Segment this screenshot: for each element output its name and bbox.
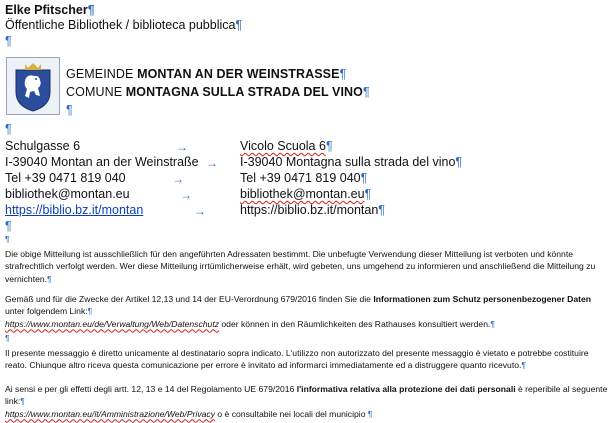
privacy-link-de[interactable]: https://www.montan.eu/de/Verwaltung/Web/Datenschutz (5, 318, 220, 329)
empty-paragraph: ¶ (5, 234, 10, 244)
address-it-phone: Tel +39 0471 819 040¶ (240, 171, 368, 185)
empty-paragraph: ¶ (5, 219, 12, 233)
empty-paragraph: ¶ (66, 103, 73, 117)
empty-paragraph: ¶ (5, 34, 12, 48)
tab-arrow-icon: → (206, 156, 218, 170)
disclaimer-de: Die obige Mitteilung ist ausschließlich für den angeführten Adressaten bestimmt. Die unbefugte Verwendung dieser Mitteilung ist verboten und könnte strafrechtlich verfolgt werden. Wer diese Mitteilung irrtümlicherweise erhält, wird gebeten, uns umgehend zu informieren und anschließend die Mitteilung zu vernichten.¶ (5, 249, 596, 284)
municipality-de: GEMEINDE MONTAN AN DER WEINSTRASSE¶ (66, 67, 347, 81)
empty-paragraph: ¶ (5, 122, 12, 136)
address-it-city: I-39040 Montagna sulla strada del vino¶ (240, 155, 463, 169)
tab-arrow-icon: → (180, 188, 192, 202)
tab-arrow-icon: → (176, 140, 188, 154)
address-it-email[interactable]: bibliothek@montan.eu¶ (240, 187, 372, 201)
sender-subtitle: Öffentliche Bibliothek / biblioteca pubblica¶ (5, 18, 243, 32)
privacy-link-it[interactable]: https://www.montan.eu/it/Amministrazione/Web/Privacy (5, 408, 215, 419)
address-de-web-link[interactable]: https://biblio.bz.it/montan (5, 203, 144, 217)
address-de-phone: Tel +39 0471 819 040 (5, 171, 126, 185)
tab-arrow-icon: → (172, 172, 184, 186)
empty-paragraph: ¶ (5, 333, 10, 343)
address-it-street: Vicolo Scuola 6¶ (240, 139, 333, 153)
privacy-notice-de: Gemäß und für die Zwecke der Artikel 12,13 und 14 der EU-Verordnung 679/2016 finden Sie die Informationen zum Schutz personenbezogener Daten unter folgendem Link:¶ https://www.montan.eu/de/Verwaltung/Web/Datenschutz oder können in den Räumlichkeiten des Rathauses konsultiert werden.¶ (5, 294, 592, 329)
address-it-web[interactable]: https://biblio.bz.it/montan¶ (240, 203, 385, 217)
municipality-it: COMUNE MONTAGNA SULLA STRADA DEL VINO¶ (66, 85, 370, 99)
address-de-street: Schulgasse 6 (5, 139, 81, 153)
address-de-city: I-39040 Montan an der Weinstraße (5, 155, 199, 169)
address-de-email[interactable]: bibliothek@montan.eu (5, 187, 130, 201)
sender-name: Elke Pfitscher¶ (5, 3, 95, 17)
tab-arrow-icon: → (194, 204, 206, 218)
privacy-notice-it: Ai sensi e per gli effetti degli artt. 12, 13 e 14 del Regolamento UE 679/2016 l'informativa relativa alla protezione dei dati personali è reperibile al seguente link:¶ https://www.montan.eu/it/Amministrazione/Web/Privacy o è consultabile nei locali del municipio ¶ (5, 384, 608, 419)
disclaimer-it: Il presente messaggio è diretto unicamente al destinatario sopra indicato. L'utilizzo non autorizzato del presente messaggio è vietato e potrebbe costituire reato. Chiunque altro riceva questa comunicazione per errore è invitato ad informarci immediatamente ed a distruggere quanto ricevuto.¶ (5, 348, 589, 371)
coat-of-arms-icon (6, 57, 60, 115)
